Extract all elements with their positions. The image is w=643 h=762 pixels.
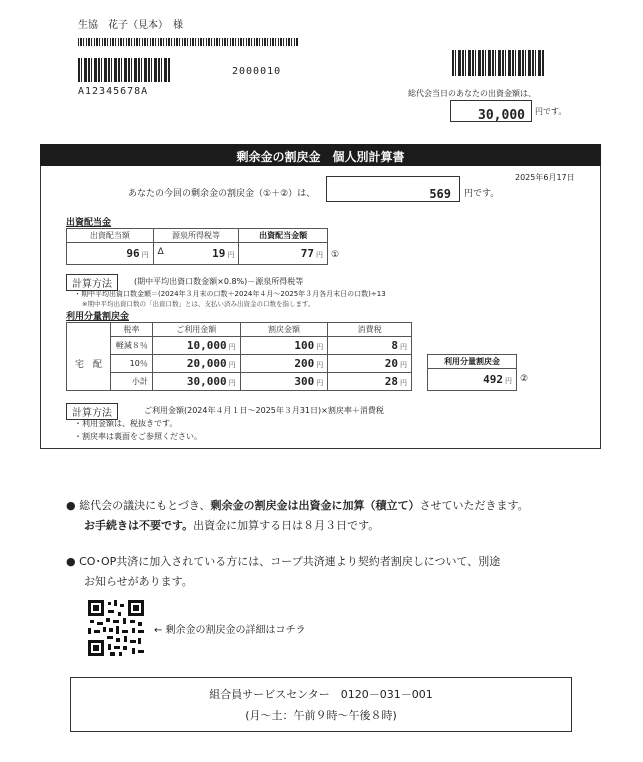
rebate-subtotal: 300 — [294, 375, 315, 388]
contact-line-2: (月～土：午前９時～午後８時) — [245, 709, 397, 722]
tax-standard: 20 — [384, 357, 398, 370]
header-withholding-tax: 源泉所得税等 — [153, 229, 239, 243]
bullet-icon: ● — [66, 555, 76, 568]
usage-subtotal-cell — [152, 373, 240, 391]
statement-date: 2025年6月17日 — [515, 173, 575, 182]
investment-note-2: ※期中平均出資口数の「出資口数」とは、支払い済み出資金の口数を指します。 — [82, 300, 315, 308]
tax-reduced: 8 — [391, 339, 398, 352]
header-dividend-amount: 出資配当額 — [67, 229, 154, 243]
yen-unit: 円 — [228, 379, 236, 387]
yen-unit: 円 — [400, 361, 407, 369]
notice-1b: 剰余金の割戻金は出資金に加算（積立て） — [210, 499, 420, 512]
usage-summary-cell — [428, 369, 517, 391]
header-rebate: 割戻金額 — [240, 323, 328, 337]
dividend-net: 77 — [300, 247, 314, 260]
usage-note-2: ・割戻率は裏面をご参照ください。 — [74, 432, 202, 441]
rebate-standard: 200 — [294, 357, 315, 370]
yen-unit: 円 — [141, 251, 149, 259]
usage-standard: 20,000 — [186, 357, 227, 370]
invest-unit: 円です。 — [535, 107, 567, 116]
notice-1c: させていただきます。 — [419, 499, 529, 512]
investment-table — [66, 228, 328, 265]
dividend-net-cell — [239, 243, 328, 265]
total-amount-box — [326, 176, 460, 202]
investment-note-1: ・期中平均出資口数金額＝(2024年３月末の口数＋2024年４月～2025年３月各月末日の口数)÷13 — [74, 290, 386, 298]
header-usage: ご利用金額 — [152, 323, 240, 337]
rebate-standard-cell — [240, 355, 328, 373]
dividend-amount: 96 — [126, 247, 140, 260]
yen-unit: 円 — [228, 343, 236, 351]
yen-unit: 円 — [228, 361, 236, 369]
investment-section-title: 出資配当金 — [66, 218, 112, 228]
notice-2b: お知らせがあります。 — [84, 575, 193, 588]
rate-subtotal: 小計 — [110, 373, 152, 391]
marker-one: ① — [331, 250, 340, 260]
notice-1e: 出資金に加算する日は８月３日です。 — [193, 519, 380, 532]
header-tax: 消費税 — [328, 323, 412, 337]
notice-2a: CO･OP共済に加入されている方には、コープ共済連より契約者割戻しについて、別途 — [79, 555, 501, 568]
yen-unit: 円 — [316, 379, 324, 387]
notice-bullet-1 — [66, 496, 606, 536]
usage-reduced: 10,000 — [186, 339, 227, 352]
usage-header-blank — [67, 323, 111, 337]
member-code: A12345678A — [78, 86, 149, 97]
notice-1a: 総代会の議決にもとづき、 — [79, 499, 211, 512]
yen-unit: 円 — [316, 343, 324, 351]
total-amount: 569 — [429, 187, 451, 201]
dividend-amount-cell — [67, 243, 154, 265]
yen-unit: 円 — [505, 377, 512, 385]
invest-amount: 30,000 — [478, 108, 525, 123]
rebate-reduced-cell — [240, 337, 328, 355]
bullet-icon: ● — [66, 499, 76, 512]
invest-amount-box — [450, 100, 532, 122]
tax-subtotal: 28 — [384, 375, 398, 388]
qr-caption: ← 剰余金の割戻金の詳細はコチラ — [154, 625, 306, 636]
withholding-tax-cell — [153, 243, 239, 265]
postal-number: 2000010 — [232, 66, 282, 77]
invest-barcode — [452, 50, 544, 76]
usage-method-tag: 計算方法 — [66, 403, 118, 420]
rebate-reduced: 100 — [294, 339, 315, 352]
category-cell: 宅 配 — [67, 337, 111, 391]
tax-standard-cell — [328, 355, 412, 373]
member-barcode — [78, 58, 170, 82]
yen-unit: 円 — [316, 361, 324, 369]
delta-symbol: Δ — [157, 247, 164, 257]
usage-summary-label: 利用分量割戻金 — [428, 355, 517, 369]
usage-standard-cell — [152, 355, 240, 373]
recipient-name: 生協 花子（見本） 様 — [78, 20, 183, 31]
investment-formula: (期中平均出資口数金額×0.8%)－源泉所得税等 — [134, 277, 304, 286]
marker-two: ② — [520, 374, 529, 384]
usage-note-1: ・利用金額は、税抜きです。 — [74, 419, 178, 428]
header-rate: 税率 — [110, 323, 152, 337]
postal-barcode — [78, 38, 298, 46]
yen-unit: 円 — [400, 379, 407, 387]
withholding-tax: 19 — [212, 247, 226, 260]
yen-unit: 円 — [316, 251, 323, 259]
tax-subtotal-cell — [328, 373, 412, 391]
statement-title: 剰余金の割戻金 個人別計算書 — [236, 150, 405, 164]
tax-reduced-cell — [328, 337, 412, 355]
yen-unit: 円 — [227, 251, 235, 259]
rate-reduced: 軽減８％ — [110, 337, 152, 355]
notice-bullet-2 — [66, 552, 606, 592]
usage-summary-table — [427, 354, 517, 391]
usage-subtotal: 30,000 — [186, 375, 227, 388]
investment-method-tag: 計算方法 — [66, 274, 118, 291]
contact-line-1: 組合員サービスセンター 0120－031－001 — [209, 688, 433, 701]
usage-formula: ご利用金額(2024年４月１日～2025年３月31日)×割戻率＋消費税 — [144, 406, 384, 415]
usage-reduced-cell — [152, 337, 240, 355]
invest-label: 総代会当日のあなたの出資金額は、 — [408, 89, 536, 98]
usage-summary-value: 492 — [483, 373, 503, 386]
usage-section-title: 利用分量割戻金 — [66, 312, 130, 322]
qr-code-icon[interactable] — [88, 600, 144, 656]
rebate-subtotal-cell — [240, 373, 328, 391]
notice-1d: お手続きは不要です。 — [84, 519, 194, 532]
total-label: あなたの今回の剰余金の割戻金（①＋②）は、 — [128, 189, 316, 199]
total-unit: 円です。 — [464, 189, 500, 199]
header-dividend-net: 出資配当金額 — [239, 229, 328, 243]
rate-standard: 10％ — [110, 355, 152, 373]
yen-unit: 円 — [400, 343, 407, 351]
usage-table — [66, 322, 412, 391]
